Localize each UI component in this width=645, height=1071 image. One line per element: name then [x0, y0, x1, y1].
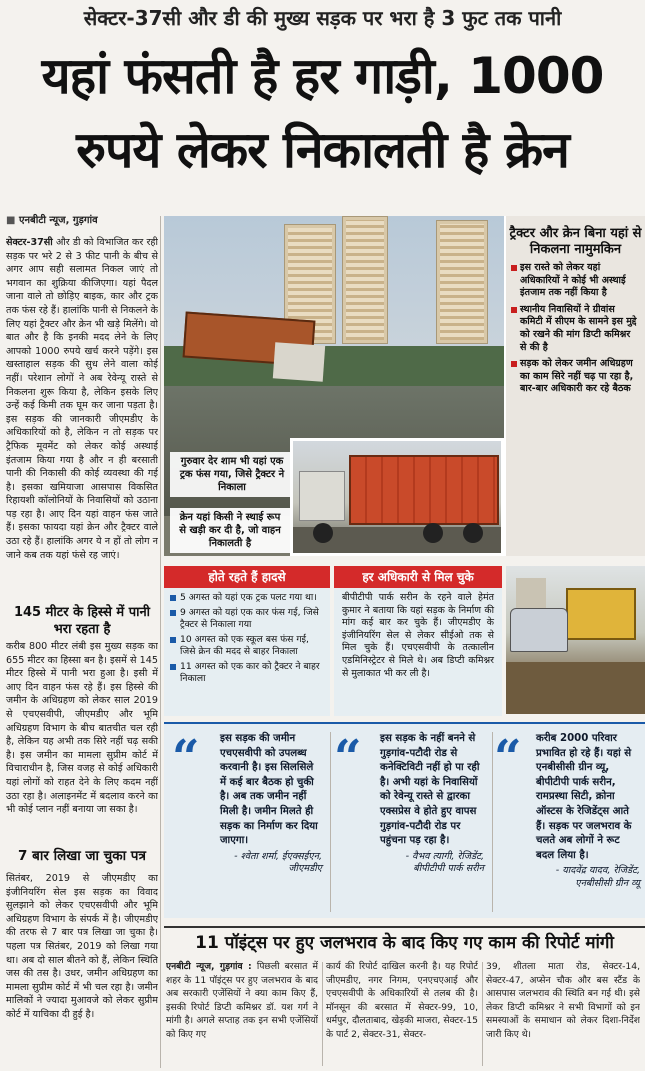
- quote-mark-icon: “: [334, 730, 362, 786]
- subhead-7-letters: 7 बार लिखा जा चुका पत्र: [18, 848, 146, 864]
- byline: ■ एनबीटी न्यूज, गुड़गांव: [6, 212, 98, 226]
- photo-caption-1: गुरुवार देर शाम भी यहां एक ट्रक फंस गया, जिसे ट्रैक्टर ने निकाला: [170, 452, 294, 497]
- paragraph-2: करीब 800 मीटर लंबी इस मुख्य सड़क का 655 मीटर का हिस्सा बन है। इसमें से 145 मीटर हिस्से में पानी भरा हुआ है। इसी में आए दिन वाहन फंस रहे हैं। इस हिस्से की जमीन के अधिग्रहण को लेकर साल 2019 से एचएसवीपी, जीएमडीए और भूमि अधिग्रहण विभाग के बीच बातचीत चल रही है, लेकिन यह अभी तक सिरे नहीं चढ़ सकी है। इस जमीन का मामला सुप्रीम कोर्ट में विचाराधीन है, जिस वजह से कोई अधिकारी यहां लोगों को राहत देने के लिए कदम नहीं उठा रहा है। अलाइनमेंट में बदलाव करने का भी कोई प्लान नहीं बनाया जा सका है।: [6, 641, 158, 816]
- quote-attribution: - यादवेंद्र यादव, रेजिडेंट, एनबीसीसी ग्रीन व्यू: [555, 865, 640, 889]
- bottom-byline: एनबीटी न्यूज, गुड़गांव :: [166, 961, 252, 972]
- kicker: सेक्टर-37सी और डी की मुख्य सड़क पर भरा है 3 फुट तक पानी: [83, 6, 562, 30]
- bottom-col-1: [166, 960, 318, 1068]
- officials-box: [334, 566, 502, 716]
- quote-text: करीब 2000 परिवार प्रभावित हो रहे हैं। यहां से एनबीसीसी ग्रीन व्यू, बीपीटीपी पार्क सरीन, रामप्रस्था सिटी, क्रोना ऑस्टस के रेजिडेंट्स आते हैं। सड़क पर जलभराव के चलते अब लोगों ने रूट बदल लिया है।: [536, 733, 632, 861]
- headline-line1: यहां फंसती है हर गाड़ी, 1000: [41, 47, 604, 105]
- headline-line2: रुपये लेकर निकालती है क्रेन: [76, 121, 569, 179]
- quotes-panel: [164, 722, 645, 918]
- bottom-col-1-text: पिछली बरसात में शहर के 11 पॉइंट्स पर हुए जलभराव के बाद अब सरकारी एजेंसियों ने क्या काम किए हैं, इसकी रिपोर्ट डिप्टी कमिश्नर डॉ. यश गर्ग ने मांगी है। अगले सप्ताह तक इन सभी एजेंसियों को किए गए: [166, 961, 318, 1040]
- quote-mark-icon: “: [172, 730, 200, 786]
- lead-text: और डी को विभाजित कर रही सड़क पर भरे 2 से 3 फीट पानी के बीच से अगर आप सही सलामत निकल जाएं तो भगवान का शुक्रिया कीजिएगा। यहां पैदल जाना वाले तो छोड़िए बाइक, कार और ट्रक तक फंस रहे हैं। हालांकि पानी से निकलने के लिए यहां ट्रैक्टर और क्रेन भी खड़े मिलेंगे। वो बात और है कि इनकी मदद लेने के लिए आपको 1000 रुपये खर्च करने पड़ेंगे। इस खस्ताहाल सड़क की सुध लेने वाला कोई नहीं। परेशान लोगों ने अब रेवेन्यू रास्ते से निकलना शुरू किया है, लेकिन इसके लिए उन्हें कई किमी तक घूम कर जाना पड़ता है। इस सड़क की जानकारी जीएमडीए के अधिकारियों को है, लेकिन न तो सड़क पर ट्रैफिक मूवमेंट को लेकर कोई अस्थाई इंतजाम किया गया है और न ही बरसाती पानी की निकासी की कोई व्यवस्था की गई है। इसका खमियाजा आसपास विकसित रिहायशी कॉलोनियों के निवासियों को उठाना पड़ रहा है। आए दिन यहां वाहन फंस जाते हैं। इसका फायदा यहां क्रेन और ट्रैक्टर वाले उठा रहे हैं। हालांकि अगर ये न हों तो लोग न जाने कब तक यहां फंसे रह जाएं।: [6, 237, 158, 561]
- flooded-road-photo: [506, 566, 645, 714]
- sidebox-title: ट्रैक्टर और क्रेन बिना यहां से निकलना नामुमकिन: [509, 226, 642, 257]
- quote-attribution: - श्वेता शर्मा, ईएक्सईएन, जीएमडीए: [234, 850, 322, 875]
- quote-text: इस सड़क के नहीं बनने से गुड़गांव-पटौदी रोड से कनेक्टिविटी नहीं हो पा रही है। अभी यहां के निवासियों को रेवेन्यू रास्ते से द्वारका एक्सप्रेस वे होते हुए वापस गुड़गांव-पटौदी रोड पर पहुंचना पड़ रहा है।: [380, 733, 480, 847]
- officials-heading: हर अधिकारी से मिल चुके: [334, 566, 502, 588]
- lead-label: सेक्टर-37सी: [6, 237, 53, 248]
- accidents-box: [164, 566, 330, 716]
- subhead-145m: 145 मीटर के हिस्से में पानी भरा रहता है: [13, 605, 151, 637]
- bottom-col-3: 39, शीतला माता रोड, सेक्टर-14, सेक्टर-47, अप्सेन चौक और बस स्टैंड के आसपास जलभराव की स्थिति बन गई थी। इसे लेकर डिप्टी कमिश्नर ने सभी विभागों को इन समस्याओं के समाधान को लेकर दिशा-निर्देश जारी किए थे।: [486, 961, 640, 1040]
- accidents-heading: होते रहते हैं हादसे: [164, 566, 330, 588]
- bottom-col-2: कार्य की रिपोर्ट दाखिल करनी है। यह रिपोर्ट जीएमडीए, नगर निगम, एनएचएआई और एचएसवीपी के अधिकारियों से तलब की है। मॉनसून की बरसात में सेक्टर-99, 10, धर्मपुर, दौलताबाद, खेड़की माजरा, सेक्टर-15 के पार्ट 2, सेक्टर-31, सेक्टर-: [326, 961, 478, 1040]
- list-item: 9 अगस्त को यहां एक कार फंस गई, जिसे ट्रैक्टर से निकाला गया: [180, 607, 324, 631]
- sidebox-list: [506, 258, 645, 396]
- paragraph-3: सितंबर, 2019 से जीएमडीए का इंजीनियरिंग सेल इस सड़क का विवाद सुलझाने को लेकर एचएसवीपी और भूमि अधिग्रहण विभाग के संपर्क में है। जीएमडीए की तरफ से 7 बार पत्र लिखा जा चुका है। पहला पत्र सितंबर, 2019 को लिखा गया था। अब दो साल बीतने को हैं, लेकिन स्थिति जस की तस है। उधर, जमीन अधिग्रहण का मामला सुप्रीम कोर्ट में भी चल रहा है। जमीन मालिकों ने ज्यादा मुआवजे को लेकर सुप्रीम कोर्ट में याचिका दी हुई है।: [6, 873, 158, 1020]
- accidents-list: [164, 588, 330, 685]
- quote-1: [220, 732, 322, 876]
- bottom-headline: 11 पॉइंट्स पर हुए जलभराव के बाद किए गए काम की रिपोर्ट मांगी: [164, 926, 645, 956]
- quote-text: इस सड़क की जमीन एचएसवीपी को उपलब्ध करवानी है। इस सिलसिले में कई बार बैठक हो चुकी है। अब तक जमीन नहीं मिली है। जमीन मिलते ही सड़क का निर्माण कर दिया जाएगा।: [220, 733, 318, 847]
- quote-mark-icon: “: [494, 730, 522, 786]
- quote-2: [380, 732, 484, 876]
- inset-photo: [290, 438, 504, 556]
- list-item: सड़क को लेकर जमीन अधिग्रहण का काम सिरे नहीं चढ़ पा रहा है, बार-बार अधिकारी कर रहे बैठक: [520, 358, 639, 396]
- list-item: 11 अगस्त को एक कार को ट्रैक्टर ने बाहर निकाला: [180, 661, 324, 685]
- quote-attribution: - वैभव त्यागी, रेजिडेंट, बीपीटीपी पार्क सरीन: [405, 850, 484, 875]
- list-item: 5 अगस्त को यहां एक ट्रक पलट गया था।: [180, 592, 324, 604]
- lead-paragraph: [6, 236, 158, 568]
- list-item: 10 अगस्त को एक स्कूल बस फंस गई, जिसे क्रेन की मदद से बाहर निकाला: [180, 634, 324, 658]
- list-item: स्थानीय निवासियों ने ग्रीवांस कमिटी में सीएम के सामने इस मुद्दे को रखने की मांग डिप्टी कमिश्नर से की है: [520, 304, 639, 354]
- list-item: इस रास्ते को लेकर यहां अधिकारियों ने कोई भी अस्थाई इंतजाम तक नहीं किया है: [520, 262, 639, 300]
- photo-caption-2: क्रेन यहां किसी ने स्थाई रूप से खड़ी कर दी है, जो वाहन निकालती है: [170, 508, 290, 553]
- officials-text: बीपीटीपी पार्क सरीन के रहने वाले हेमंत कुमार ने बताया कि यहां सड़क के निर्माण की मांग कई बार कर चुके हैं। जीएमडीए के इंजीनियरिंग सेल से लेकर सीईओ तक से मिल चुके हैं। एचएसवीपी के तत्कालीन एडमिनिस्ट्रेटर से मिले थे। अब डिप्टी कमिश्नर से मुलाकात भी कर ली है।: [342, 592, 494, 679]
- quote-3: [536, 732, 640, 891]
- sidebox-no-way-out: [504, 216, 645, 556]
